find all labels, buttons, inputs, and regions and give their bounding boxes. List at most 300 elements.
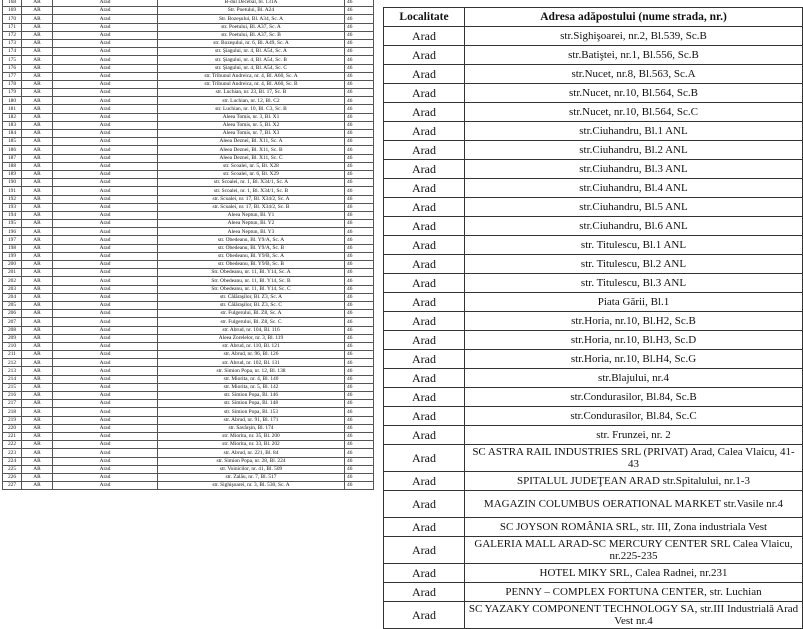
county-code-cell: AR (22, 105, 53, 113)
shelter-address-cell (465, 445, 803, 472)
locality-cell: Arad (53, 269, 158, 277)
row-number-cell: 184 (3, 130, 22, 138)
table-row (384, 491, 803, 518)
county-code-cell: AR (22, 261, 53, 269)
row-number-cell: 224 (3, 457, 22, 465)
code-cell: 46 (345, 97, 374, 105)
code-cell: 46 (345, 203, 374, 211)
shelter-address-text: str.Ciuhandru, Bl.4 ANL (579, 182, 688, 194)
county-code-cell: AR (22, 0, 53, 7)
table-row (3, 48, 374, 56)
code-cell: 46 (345, 310, 374, 318)
address-cell: str. Scoalei, nr. 1, Bl. X34/1, Sc. A (158, 179, 345, 187)
code-cell: 46 (345, 236, 374, 244)
table-row (384, 331, 803, 350)
table-row (384, 27, 803, 46)
code-cell: 46 (345, 179, 374, 187)
shelter-address-cell (465, 274, 803, 293)
locality-cell: Arad (384, 564, 465, 583)
county-code-cell: AR (22, 72, 53, 80)
county-code-cell: AR (22, 400, 53, 408)
table-row (384, 198, 803, 217)
locality-cell: Arad (53, 228, 158, 236)
table-row (384, 141, 803, 160)
table-row (3, 465, 374, 473)
locality-cell: Arad (53, 449, 158, 457)
address-cell: str. Luchian, nr. 23, Bl. 17, Sc. B (158, 89, 345, 97)
row-number-cell: 176 (3, 64, 22, 72)
county-code-cell: AR (22, 367, 53, 375)
code-cell: 46 (345, 220, 374, 228)
address-cell: str. Şiagului, nr. 4, Bl. A54, Sc. C (158, 64, 345, 72)
table-row (3, 416, 374, 424)
address-cell: Aleea Neptun, Bl. Y1 (158, 211, 345, 219)
county-code-cell: AR (22, 187, 53, 195)
locality-cell: Arad (53, 39, 158, 47)
address-cell: str. Călăraşilor, Bl. Z3, Sc. C (158, 301, 345, 309)
address-cell: str. Obedeanu, Bl. Y9/B, Sc. A (158, 252, 345, 260)
code-cell: 46 (345, 318, 374, 326)
code-cell: 46 (345, 130, 374, 138)
shelter-address-text: MAGAZIN COLUMBUS OERATIONAL MARKET str.Vasile nr.4 (483, 498, 784, 510)
county-code-cell: AR (22, 351, 53, 359)
row-number-cell: 174 (3, 48, 22, 56)
row-number-cell: 221 (3, 432, 22, 440)
code-cell: 46 (345, 113, 374, 121)
code-cell: 46 (345, 441, 374, 449)
row-number-cell: 180 (3, 97, 22, 105)
county-code-cell: AR (22, 277, 53, 285)
table-row (3, 195, 374, 203)
locality-cell: Arad (53, 7, 158, 15)
county-code-cell: AR (22, 424, 53, 432)
locality-cell: Arad (384, 274, 465, 293)
county-code-cell: AR (22, 203, 53, 211)
code-cell: 46 (345, 0, 374, 7)
table-row (3, 375, 374, 383)
locality-cell: Arad (384, 160, 465, 179)
county-code-cell: AR (22, 342, 53, 350)
right-table-body (384, 27, 803, 629)
row-number-cell: 223 (3, 449, 22, 457)
table-row (3, 23, 374, 31)
address-cell: str. Şiagului, nr. 4, Bl. A54, Sc. A (158, 48, 345, 56)
locality-cell: Arad (53, 252, 158, 260)
table-row (384, 350, 803, 369)
row-number-cell: 204 (3, 293, 22, 301)
locality-cell: Arad (384, 217, 465, 236)
shelter-address-cell (465, 426, 803, 445)
code-cell: 46 (345, 449, 374, 457)
locality-cell: Arad (53, 154, 158, 162)
code-cell: 46 (345, 195, 374, 203)
code-cell: 46 (345, 457, 374, 465)
row-number-cell: 199 (3, 252, 22, 260)
locality-cell: Arad (384, 602, 465, 629)
locality-cell: Arad (384, 407, 465, 426)
shelter-address-cell (465, 518, 803, 537)
locality-cell: Arad (53, 220, 158, 228)
table-row (3, 121, 374, 129)
county-code-cell: AR (22, 326, 53, 334)
locality-cell: Arad (384, 491, 465, 518)
shelter-address-text: str.Batiştei, nr.1, Bl.556, Sc.B (568, 49, 699, 61)
locality-cell: Arad (384, 445, 465, 472)
county-code-cell: AR (22, 89, 53, 97)
locality-cell: Arad (53, 244, 158, 252)
row-number-cell: 201 (3, 269, 22, 277)
code-cell: 46 (345, 187, 374, 195)
table-row (3, 31, 374, 39)
locality-cell: Arad (384, 84, 465, 103)
county-code-cell: AR (22, 334, 53, 342)
address-cell: str. Simion Popa, nr. 28, Bl. 224 (158, 457, 345, 465)
address-cell: Aleea Neptun, Bl. Y2 (158, 220, 345, 228)
code-cell: 46 (345, 56, 374, 64)
address-cell: str. Fulgerului, Bl. Z8, Sc. C (158, 318, 345, 326)
table-row (3, 105, 374, 113)
table-row (3, 318, 374, 326)
county-code-cell: AR (22, 408, 53, 416)
code-cell: 46 (345, 121, 374, 129)
table-row (3, 89, 374, 97)
table-row (3, 97, 374, 105)
locality-cell: Arad (384, 369, 465, 388)
shelter-address-text: SC ASTRA RAIL INDUSTRIES SRL (PRIVAT) Arad, Calea Vlaicu, 41-43 (472, 446, 795, 470)
code-cell: 46 (345, 162, 374, 170)
shelter-address-text: str.Ciuhandru, Bl.6 ANL (579, 220, 688, 232)
row-number-cell: 214 (3, 375, 22, 383)
code-cell: 46 (345, 465, 374, 473)
shelter-address-text: str.Horia, nr.10, Bl.H4, Sc.G (570, 353, 697, 365)
locality-cell: Arad (53, 465, 158, 473)
address-cell: str. Obedeanu, Bl. Y9/A, Sc. B (158, 244, 345, 252)
address-cell: str. Poetului, Bl. A37, Sc. A (158, 23, 345, 31)
table-row (3, 170, 374, 178)
row-number-cell: 181 (3, 105, 22, 113)
county-code-cell: AR (22, 392, 53, 400)
address-cell: str. Tribunul Andreica, nr. 4, Bl. A60, Sc. B (158, 80, 345, 88)
locality-cell: Arad (53, 31, 158, 39)
county-code-cell: AR (22, 130, 53, 138)
address-cell: str. Abrud, nr. 91, Bl. 171 (158, 416, 345, 424)
header-address: Adresa adăpostului (nume strada, nr.) (465, 8, 803, 27)
address-cell: Str. Obedeanu, nr. 11, Bl. Y14, Sc. B (158, 277, 345, 285)
table-row (3, 473, 374, 481)
row-number-cell: 187 (3, 154, 22, 162)
table-row (384, 602, 803, 629)
locality-cell: Arad (384, 426, 465, 445)
code-cell: 46 (345, 326, 374, 334)
table-row (3, 400, 374, 408)
locality-cell: Arad (53, 187, 158, 195)
table-row (3, 211, 374, 219)
shelter-address-cell (465, 27, 803, 46)
shelter-address-text: str.Condurasilor, Bl.84, Sc.B (570, 391, 697, 403)
address-cell: str. Obedeanu, Bl. Y9/B, Sc. B (158, 261, 345, 269)
county-code-cell: AR (22, 48, 53, 56)
code-cell: 46 (345, 261, 374, 269)
table-row (3, 424, 374, 432)
locality-cell: Arad (53, 203, 158, 211)
table-row (3, 113, 374, 121)
shelter-address-cell (465, 407, 803, 426)
table-row (3, 432, 374, 440)
code-cell: 46 (345, 154, 374, 162)
table-row (384, 179, 803, 198)
code-cell: 46 (345, 39, 374, 47)
locality-cell: Arad (384, 350, 465, 369)
left-page-table (0, 0, 372, 527)
row-number-cell: 194 (3, 211, 22, 219)
code-cell: 46 (345, 146, 374, 154)
shelter-address-cell (465, 564, 803, 583)
row-number-cell: 206 (3, 310, 22, 318)
row-number-cell: 197 (3, 236, 22, 244)
code-cell: 46 (345, 72, 374, 80)
shelter-address-cell (465, 160, 803, 179)
county-code-cell: AR (22, 121, 53, 129)
locality-cell: Arad (53, 138, 158, 146)
table-row (384, 518, 803, 537)
county-code-cell: AR (22, 31, 53, 39)
locality-cell: Arad (53, 211, 158, 219)
table-row (3, 15, 374, 23)
county-code-cell: AR (22, 195, 53, 203)
county-code-cell: AR (22, 97, 53, 105)
row-number-cell: 178 (3, 80, 22, 88)
shelter-address-cell (465, 293, 803, 312)
county-code-cell: AR (22, 154, 53, 162)
locality-cell: Arad (384, 537, 465, 564)
row-number-cell: 169 (3, 7, 22, 15)
county-code-cell: AR (22, 441, 53, 449)
locality-cell: Arad (384, 293, 465, 312)
locality-cell: Arad (53, 179, 158, 187)
shelter-address-text: str.Nucet, nr.8, Bl.563, Sc.A (571, 68, 696, 80)
left-table (2, 0, 374, 490)
address-cell: str. Scoalei, nr. 1, Bl. X34/1, Sc. B (158, 187, 345, 195)
locality-cell: Arad (53, 342, 158, 350)
county-code-cell: AR (22, 252, 53, 260)
table-row (3, 359, 374, 367)
locality-cell: Arad (384, 388, 465, 407)
address-cell: str. Miorita, nr. 5, Bl. 142 (158, 383, 345, 391)
row-number-cell: 203 (3, 285, 22, 293)
code-cell: 46 (345, 301, 374, 309)
table-row (3, 179, 374, 187)
county-code-cell: AR (22, 15, 53, 23)
row-number-cell: 172 (3, 31, 22, 39)
code-cell: 46 (345, 80, 374, 88)
locality-cell: Arad (384, 46, 465, 65)
table-row (384, 426, 803, 445)
locality-cell: Arad (53, 351, 158, 359)
shelter-address-text: str.Ciuhandru, Bl.3 ANL (579, 163, 688, 175)
address-cell: str. Luchian, nr. 10, Bl. C3, Sc. B (158, 105, 345, 113)
header-locality: Localitate (384, 8, 465, 27)
code-cell: 46 (345, 89, 374, 97)
code-cell: 46 (345, 367, 374, 375)
address-cell: str. Scoalei, nr. 17, Bl. X34/2, Sc. B (158, 203, 345, 211)
table-row (3, 334, 374, 342)
county-code-cell: AR (22, 465, 53, 473)
row-number-cell: 215 (3, 383, 22, 391)
address-cell: str. Abrud, nr. 102, Bl. 131 (158, 359, 345, 367)
row-number-cell: 220 (3, 424, 22, 432)
code-cell: 46 (345, 424, 374, 432)
locality-cell: Arad (53, 457, 158, 465)
table-row (384, 65, 803, 84)
code-cell: 46 (345, 416, 374, 424)
table-row (3, 39, 374, 47)
locality-cell: Arad (53, 326, 158, 334)
code-cell: 46 (345, 482, 374, 490)
county-code-cell: AR (22, 310, 53, 318)
address-cell: str. Abrud, nr. 104, Bl. 116 (158, 326, 345, 334)
row-number-cell: 189 (3, 170, 22, 178)
shelter-address-text: str.Sighişoarei, nr.2, Bl.539, Sc.B (560, 30, 707, 42)
locality-cell: Arad (53, 236, 158, 244)
shelter-address-cell (465, 46, 803, 65)
locality-cell: Arad (53, 359, 158, 367)
locality-cell: Arad (53, 80, 158, 88)
shelter-address-cell (465, 103, 803, 122)
row-number-cell: 177 (3, 72, 22, 80)
county-code-cell: AR (22, 244, 53, 252)
row-number-cell: 196 (3, 228, 22, 236)
shelter-address-text: str. Titulescu, Bl.3 ANL (580, 277, 687, 289)
table-row (3, 383, 374, 391)
shelter-address-cell (465, 179, 803, 198)
table-row (3, 449, 374, 457)
address-cell: str. Simion Popa, Bl. 146 (158, 392, 345, 400)
address-cell: str. Scoalei, nr. 6, Bl. X29 (158, 170, 345, 178)
address-cell: str. Scoalei, nr. 17, Bl. X34/2, Sc. A (158, 195, 345, 203)
address-cell: str. Obedeanu, Bl. Y9/A, Sc. A (158, 236, 345, 244)
table-row (3, 342, 374, 350)
code-cell: 46 (345, 228, 374, 236)
county-code-cell: AR (22, 359, 53, 367)
table-row (3, 310, 374, 318)
code-cell: 46 (345, 342, 374, 350)
county-code-cell: AR (22, 269, 53, 277)
locality-cell: Arad (384, 255, 465, 274)
locality-cell: Arad (384, 179, 465, 198)
locality-cell: Arad (53, 416, 158, 424)
row-number-cell: 219 (3, 416, 22, 424)
locality-cell: Arad (384, 198, 465, 217)
table-row (3, 252, 374, 260)
locality-cell: Arad (53, 0, 158, 7)
table-row (3, 301, 374, 309)
address-cell: Str. Obedeanu, nr. 11, Bl. Y14, Sc. C (158, 285, 345, 293)
locality-cell: Arad (53, 170, 158, 178)
table-row (384, 46, 803, 65)
table-row (384, 84, 803, 103)
locality-cell: Arad (384, 103, 465, 122)
locality-cell: Arad (53, 441, 158, 449)
county-code-cell: AR (22, 23, 53, 31)
row-number-cell: 170 (3, 15, 22, 23)
row-number-cell: 183 (3, 121, 22, 129)
shelter-address-text: str.Ciuhandru, Bl.2 ANL (579, 144, 688, 156)
shelter-address-text: str. Titulescu, Bl.1 ANL (580, 239, 687, 251)
shelter-address-cell (465, 312, 803, 331)
row-number-cell: 173 (3, 39, 22, 47)
shelter-address-cell (465, 141, 803, 160)
county-code-cell: AR (22, 432, 53, 440)
shelter-address-cell (465, 217, 803, 236)
table-row (3, 154, 374, 162)
table-row (3, 367, 374, 375)
table-row (384, 537, 803, 564)
table-row (384, 583, 803, 602)
locality-cell: Arad (53, 482, 158, 490)
address-cell: Str. Bozeşului, Bl. A34, Sc. A (158, 15, 345, 23)
address-cell: str. Miorita, nr. 35, Bl. 200 (158, 432, 345, 440)
row-number-cell: 218 (3, 408, 22, 416)
address-cell: str. Abrud, nr. 221, Bl. 84 (158, 449, 345, 457)
county-code-cell: AR (22, 7, 53, 15)
table-row (3, 72, 374, 80)
shelter-address-cell (465, 602, 803, 629)
row-number-cell: 211 (3, 351, 22, 359)
row-number-cell: 208 (3, 326, 22, 334)
county-code-cell: AR (22, 383, 53, 391)
row-number-cell: 227 (3, 482, 22, 490)
shelter-address-cell (465, 122, 803, 141)
table-row (3, 220, 374, 228)
address-cell: str. Zalău, nr. 7, Bl. 517 (158, 473, 345, 481)
table-row (3, 244, 374, 252)
table-row (384, 369, 803, 388)
shelter-address-text: str.Blajului, nr.4 (598, 372, 669, 384)
address-cell: str. Bozeşului, nr. 6, Bl. A49, Sc. A (158, 39, 345, 47)
row-number-cell: 225 (3, 465, 22, 473)
table-row (3, 64, 374, 72)
address-cell: str. Tribunul Andreica, nr. 4, Bl. A60, Sc. A (158, 72, 345, 80)
locality-cell: Arad (53, 113, 158, 121)
locality-cell: Arad (53, 424, 158, 432)
table-row (3, 80, 374, 88)
locality-cell: Arad (53, 48, 158, 56)
code-cell: 46 (345, 432, 374, 440)
county-code-cell: AR (22, 301, 53, 309)
table-row (3, 261, 374, 269)
shelter-address-text: str.Nucet, nr.10, Bl.564, Sc.B (569, 87, 698, 99)
locality-cell: Arad (53, 334, 158, 342)
address-cell: Aleea Zorelelor, nr. 3, Bl. 119 (158, 334, 345, 342)
shelter-address-cell (465, 65, 803, 84)
shelter-address-cell (465, 491, 803, 518)
table-row (3, 7, 374, 15)
code-cell: 46 (345, 408, 374, 416)
row-number-cell: 179 (3, 89, 22, 97)
address-cell: str. Luchian, nr. 12, Bl. C2 (158, 97, 345, 105)
locality-cell: Arad (53, 105, 158, 113)
shelter-address-text: HOTEL MIKY SRL, Calea Radnei, nr.231 (539, 567, 728, 579)
row-number-cell: 216 (3, 392, 22, 400)
table-row (3, 457, 374, 465)
table-row (3, 326, 374, 334)
table-row (384, 236, 803, 255)
county-code-cell: AR (22, 170, 53, 178)
locality-cell: Arad (53, 473, 158, 481)
county-code-cell: AR (22, 375, 53, 383)
row-number-cell: 210 (3, 342, 22, 350)
table-row (3, 351, 374, 359)
